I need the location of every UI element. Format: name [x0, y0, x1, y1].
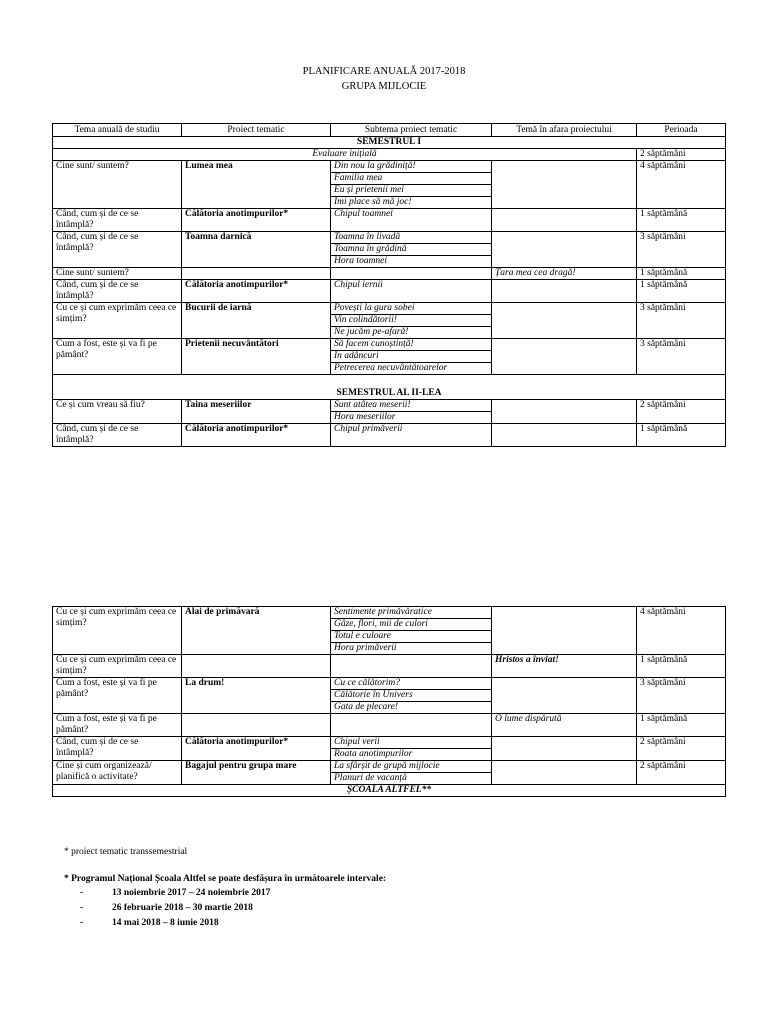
project-cell [182, 268, 331, 280]
period-cell: 1 săptămână [637, 714, 726, 737]
subtheme-cell: Să facem cunoștință! [331, 339, 492, 351]
period-cell: 2 săptămâni [637, 737, 726, 761]
subtheme-cell: Totul e culoare [331, 631, 492, 643]
semester-1-label: SEMESTRUL I [53, 137, 726, 149]
evaluation-label: Evaluare inițială [53, 149, 637, 161]
period-cell: 3 săptămâni [637, 232, 726, 268]
outside-topic-cell [492, 280, 637, 303]
project-cell: Prietenii necuvântători [182, 339, 331, 375]
subtheme-cell: Roata anotimpurilor [331, 749, 492, 761]
list-dash: - [80, 903, 84, 913]
subtheme-cell: Toamna în livadă [331, 232, 492, 244]
study-theme-cell: Când, cum și de ce se întâmplă? [53, 737, 182, 761]
page-subtitle: GRUPA MIJLOCIE [341, 81, 427, 92]
page-title: PLANIFICARE ANUALĂ 2017-2018 [302, 66, 466, 77]
table-row [53, 655, 726, 678]
semester-2-label: SEMESTRUL AL II-LEA [53, 375, 726, 400]
subtheme-cell: Călătorie în Univers [331, 690, 492, 702]
col-header-outside-topic: Temă în afara proiectului [492, 124, 637, 137]
list-dash: - [80, 888, 84, 898]
period-cell: 3 săptămâni [637, 678, 726, 714]
table-row [53, 232, 726, 244]
project-cell: Călătoria anotimpurilor* [182, 737, 331, 761]
semester-1-row [53, 137, 726, 149]
evaluation-row [53, 149, 726, 161]
footnote-school-other: * Programul Național Școala Altfel se poate desfășura în următoarele intervale: [64, 874, 387, 884]
period-cell: 1 săptămână [637, 655, 726, 678]
outside-topic-cell [492, 209, 637, 232]
subtheme-cell: Povești la gura sobei [331, 303, 492, 315]
school-other-label: ȘCOALA ALTFEL** [53, 785, 726, 797]
period-cell: 3 săptămâni [637, 339, 726, 375]
project-cell: Bagajul pentru grupa mare [182, 761, 331, 785]
evaluation-period: 2 săptămâni [637, 149, 726, 161]
project-cell: Călătoria anotimpurilor* [182, 280, 331, 303]
subtheme-cell [331, 655, 492, 678]
period-cell: 2 săptămâni [637, 400, 726, 424]
subtheme-cell: Toamna în grădină [331, 244, 492, 256]
table-row [53, 400, 726, 412]
study-theme-cell: Când, cum și de ce se întâmplă? [53, 209, 182, 232]
table-row [53, 424, 726, 447]
col-header-project: Proiect tematic [182, 124, 331, 137]
subtheme-cell: Vin colindătorii! [331, 315, 492, 327]
outside-topic-cell: O lume dispărută [492, 714, 637, 737]
col-header-subtheme: Subtema proiect tematic [331, 124, 492, 137]
annual-plan-table-continued [52, 606, 726, 797]
study-theme-cell: Cum a fost, este și va fi pe pământ? [53, 678, 182, 714]
interval-item [80, 918, 219, 928]
subtheme-cell: Sunt atâtea meserii! [331, 400, 492, 412]
study-theme-cell: Cum a fost, este și va fi pe pământ? [53, 339, 182, 375]
subtheme-cell: Petrecerea necuvântătoarelor [331, 363, 492, 375]
semester-2-row [53, 375, 726, 400]
table-row [53, 268, 726, 280]
subtheme-cell: Gâze, flori, mii de culori [331, 619, 492, 631]
study-theme-cell: Cu ce și cum exprimăm ceea ce simțim? [53, 655, 182, 678]
footnote-transsemestrial: * proiect tematic transsemestrial [64, 847, 188, 857]
subtheme-cell: Hora meseriilor [331, 412, 492, 424]
outside-topic-cell [492, 232, 637, 268]
interval-text: 26 februarie 2018 – 30 martie 2018 [112, 903, 253, 913]
outside-topic-cell [492, 678, 637, 714]
study-theme-cell: Cine sunt/ suntem? [53, 161, 182, 209]
period-cell: 4 săptămâni [637, 607, 726, 655]
table-row [53, 737, 726, 749]
outside-topic-cell [492, 761, 637, 785]
project-cell: Bucurii de iarnă [182, 303, 331, 339]
subtheme-cell: Chipul primăverii [331, 424, 492, 447]
subtheme-cell: Familia mea [331, 173, 492, 185]
subtheme-cell: Chipul iernii [331, 280, 492, 303]
table-row [53, 714, 726, 737]
subtheme-cell: Ne jucăm pe-afară! [331, 327, 492, 339]
outside-topic-cell [492, 400, 637, 424]
period-cell: 1 săptămână [637, 268, 726, 280]
table-row [53, 280, 726, 303]
study-theme-cell: Când, cum și de ce se întâmplă? [53, 280, 182, 303]
subtheme-cell: Hora toamnei [331, 256, 492, 268]
outside-topic-cell: Țara mea cea dragă! [492, 268, 637, 280]
project-cell: La drum! [182, 678, 331, 714]
project-cell: Lumea mea [182, 161, 331, 209]
subtheme-cell: Îmi place să mă joc! [331, 197, 492, 209]
period-cell: 1 săptămână [637, 209, 726, 232]
subtheme-cell: Chipul toamnei [331, 209, 492, 232]
table-row [53, 607, 726, 619]
interval-text: 14 mai 2018 – 8 iunie 2018 [112, 918, 219, 928]
annual-plan-table [52, 123, 726, 447]
project-cell: Călătoria anotimpurilor* [182, 424, 331, 447]
period-cell: 4 săptămâni [637, 161, 726, 209]
subtheme-cell: Cu ce călătorim? [331, 678, 492, 690]
subtheme-cell [331, 714, 492, 737]
project-cell: Taina meseriilor [182, 400, 331, 424]
subtheme-cell: Planuri de vacanță [331, 773, 492, 785]
project-cell [182, 655, 331, 678]
school-other-row [53, 785, 726, 797]
project-cell [182, 714, 331, 737]
interval-item [80, 888, 270, 898]
table-row [53, 209, 726, 232]
period-cell: 2 săptămâni [637, 761, 726, 785]
project-cell: Alai de primăvară [182, 607, 331, 655]
interval-item [80, 903, 253, 913]
period-cell: 1 săptămână [637, 280, 726, 303]
period-cell: 1 săptămână [637, 424, 726, 447]
table-row [53, 339, 726, 351]
study-theme-cell: Cum a fost, este și va fi pe pământ? [53, 714, 182, 737]
subtheme-cell: Hora primăverii [331, 643, 492, 655]
project-cell: Călătoria anotimpurilor* [182, 209, 331, 232]
interval-text: 13 noiembrie 2017 – 24 noiembrie 2017 [112, 888, 271, 898]
outside-topic-cell [492, 339, 637, 375]
study-theme-cell: Cu ce și cum exprimăm ceea ce simțim? [53, 607, 182, 655]
list-dash: - [80, 918, 84, 928]
outside-topic-cell [492, 737, 637, 761]
period-cell: 3 săptămâni [637, 303, 726, 339]
subtheme-cell: În adâncuri [331, 351, 492, 363]
study-theme-cell: Ce și cum vreau să fiu? [53, 400, 182, 424]
col-header-period: Perioada [637, 124, 726, 137]
table-row [53, 303, 726, 315]
subtheme-cell: Eu și prietenii mei [331, 185, 492, 197]
study-theme-cell: Când, cum și de ce se întâmplă? [53, 424, 182, 447]
study-theme-cell: Cu ce și cum exprimăm ceea ce simțim? [53, 303, 182, 339]
table-row [53, 678, 726, 690]
table-header-row [53, 124, 726, 137]
project-cell: Toamna darnică [182, 232, 331, 268]
outside-topic-cell [492, 424, 637, 447]
subtheme-cell [331, 268, 492, 280]
outside-topic-cell [492, 607, 637, 655]
table-row [53, 761, 726, 773]
subtheme-cell: Chipul verii [331, 737, 492, 749]
col-header-theme: Tema anuală de studiu [53, 124, 182, 137]
outside-topic-cell [492, 303, 637, 339]
study-theme-cell: Când, cum și de ce se întâmplă? [53, 232, 182, 268]
subtheme-cell: Sentimente primăvăratice [331, 607, 492, 619]
table-row [53, 161, 726, 173]
subtheme-cell: Gata de plecare! [331, 702, 492, 714]
subtheme-cell: La sfârșit de grupă mijlocie [331, 761, 492, 773]
subtheme-cell: Din nou la grădiniță! [331, 161, 492, 173]
study-theme-cell: Cine sunt/ suntem? [53, 268, 182, 280]
outside-topic-cell: Hristos a înviat! [492, 655, 637, 678]
outside-topic-cell [492, 161, 637, 209]
study-theme-cell: Cine și cum organizează/ planifică o activitate? [53, 761, 182, 785]
